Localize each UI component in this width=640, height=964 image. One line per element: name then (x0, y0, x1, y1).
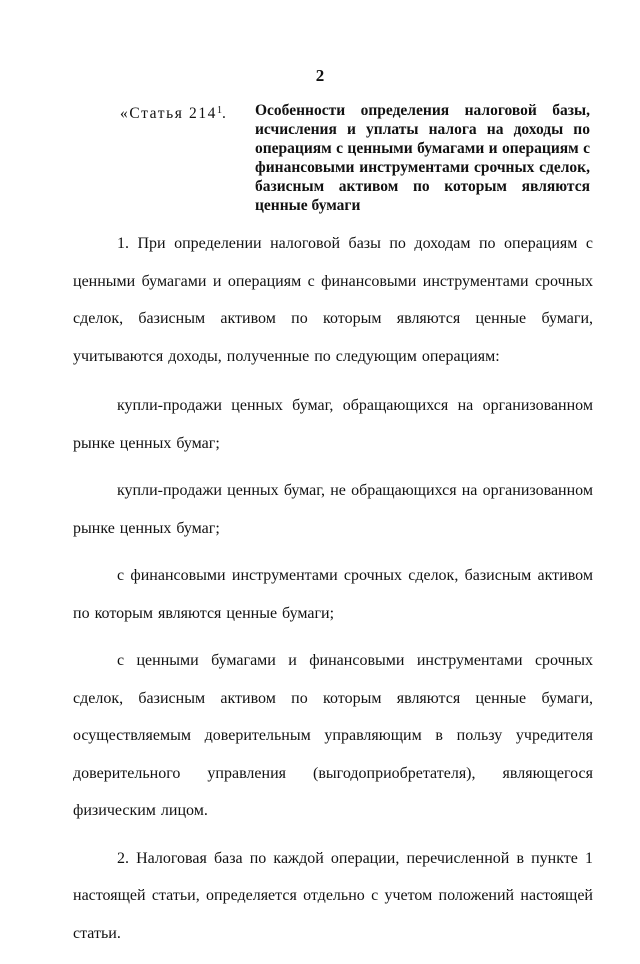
page-number: 2 (315, 66, 325, 85)
article-title: Особенности определения налоговой базы, исчисления и уплаты налога на доходы по операциям с ценными бумагами и операциям с финансовыми инструментами срочных сделок, базисным активом по которым являются ценные бумаги (255, 102, 590, 214)
list-item-trust-management: с ценными бумагами и финансовыми инструментами срочных сделок, базисным активом по которым являются ценные бумаги, осуществляемым доверительным управляющим в пользу учредителя доверительного управления (выгодоприобретателя), являющегося физическим лицом. (73, 652, 593, 819)
list-item-unorganized-market: купли-продажи ценных бумаг, не обращающихся на организованном рынке ценных бумаг; (73, 482, 593, 537)
list-item-organized-market: купли-продажи ценных бумаг, обращающихся на организованном рынке ценных бумаг; (73, 397, 593, 452)
list-item-derivatives: с финансовыми инструментами срочных сделок, базисным активом по которым являются ценные бумаги; (73, 567, 593, 622)
article-label-prefix: «Статья 214 (120, 105, 218, 122)
document-body (73, 225, 593, 964)
paragraph-1: 1. При определении налоговой базы по доходам по операциям с ценными бумагами и операциям с финансовыми инструментами срочных сделок, базисным активом по которым являются ценные бумаги, учитываются доходы, полученные по следующим операциям: (73, 235, 593, 365)
article-header (120, 101, 590, 215)
article-label (120, 101, 255, 215)
article-label-suffix: . (222, 105, 228, 122)
article-label-superscript: 1 (217, 105, 223, 116)
paragraph-2: 2. Налоговая база по каждой операции, перечисленной в пункте 1 настоящей статьи, определяется отдельно с учетом положений настоящей статьи. (73, 849, 593, 942)
